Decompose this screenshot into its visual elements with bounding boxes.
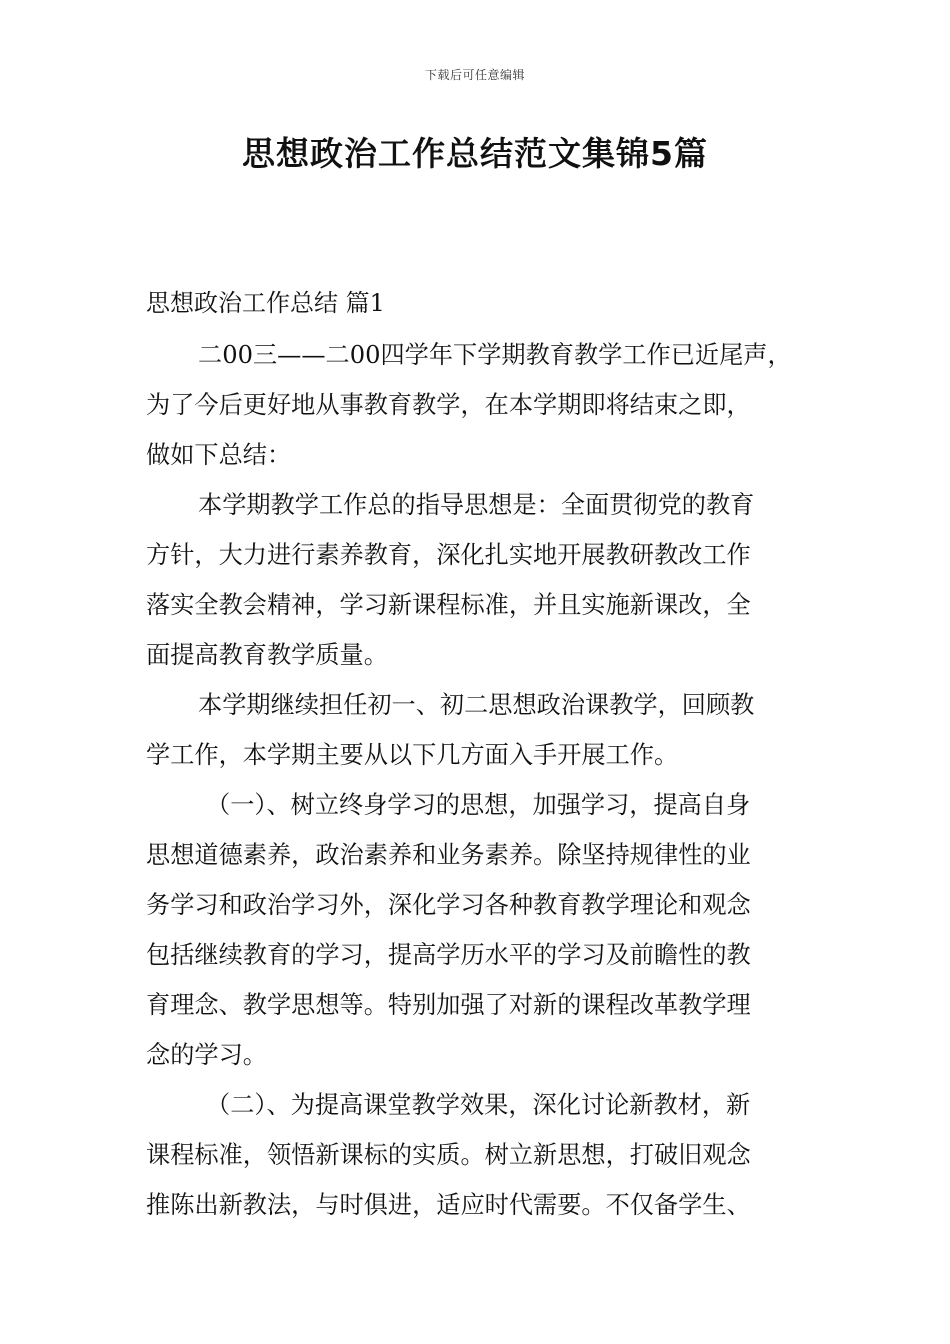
paragraph — [146, 1080, 810, 1230]
paragraph — [146, 480, 810, 680]
paragraph-line: 做如下总结： — [146, 441, 292, 469]
paragraph — [146, 330, 810, 480]
paragraph-line: 本学期继续担任初一、初二思想政治课教学，回顾教 — [198, 691, 755, 719]
paragraph-line: 学工作，本学期主要从以下几方面入手开展工作。 — [146, 741, 679, 769]
paragraph-line: 推陈出新教法，与时俱进，适应时代需要。不仅备学生、 — [146, 1191, 751, 1219]
paragraph-line: 本学期教学工作总的指导思想是：全面贯彻党的教育 — [198, 491, 755, 519]
document-title: 思想政治工作总结范文集锦5篇 — [242, 134, 708, 173]
document-body — [146, 330, 810, 1230]
section-heading: 思想政治工作总结 篇1 — [146, 289, 385, 317]
paragraph-line: （二）、为提高课堂教学效果，深化讨论新教材，新 — [206, 1091, 751, 1119]
paragraph-line: 为了今后更好地从事教育教学，在本学期即将结束之即， — [146, 391, 751, 419]
paragraph — [146, 780, 810, 1080]
paragraph-line: 思想道德素养，政治素养和业务素养。除坚持规律性的业 — [146, 841, 751, 869]
paragraph-line: 育理念、教学思想等。特别加强了对新的课程改革教学理 — [146, 991, 751, 1019]
paragraph — [146, 680, 810, 780]
paragraph-line: 落实全教会精神，学习新课程标准，并且实施新课改，全 — [146, 591, 751, 619]
paragraph-line: 二00三——二00四学年下学期教育教学工作已近尾声， — [198, 341, 792, 369]
header-note: 下载后可任意编辑 — [424, 68, 525, 82]
paragraph-line: 课程标准，领悟新课标的实质。树立新思想，打破旧观念 — [146, 1141, 751, 1169]
paragraph-line: 务学习和政治学习外，深化学习各种教育教学理论和观念 — [146, 891, 751, 919]
paragraph-line: 念的学习。 — [146, 1041, 267, 1069]
paragraph-line: 面提高教育教学质量。 — [146, 641, 388, 669]
paragraph-line: （一）、树立终身学习的思想，加强学习，提高自身 — [206, 791, 751, 819]
paragraph-line: 方针，大力进行素养教育，深化扎实地开展教研教改工作 — [146, 541, 751, 569]
paragraph-line: 包括继续教育的学习，提高学历水平的学习及前瞻性的教 — [146, 941, 751, 969]
